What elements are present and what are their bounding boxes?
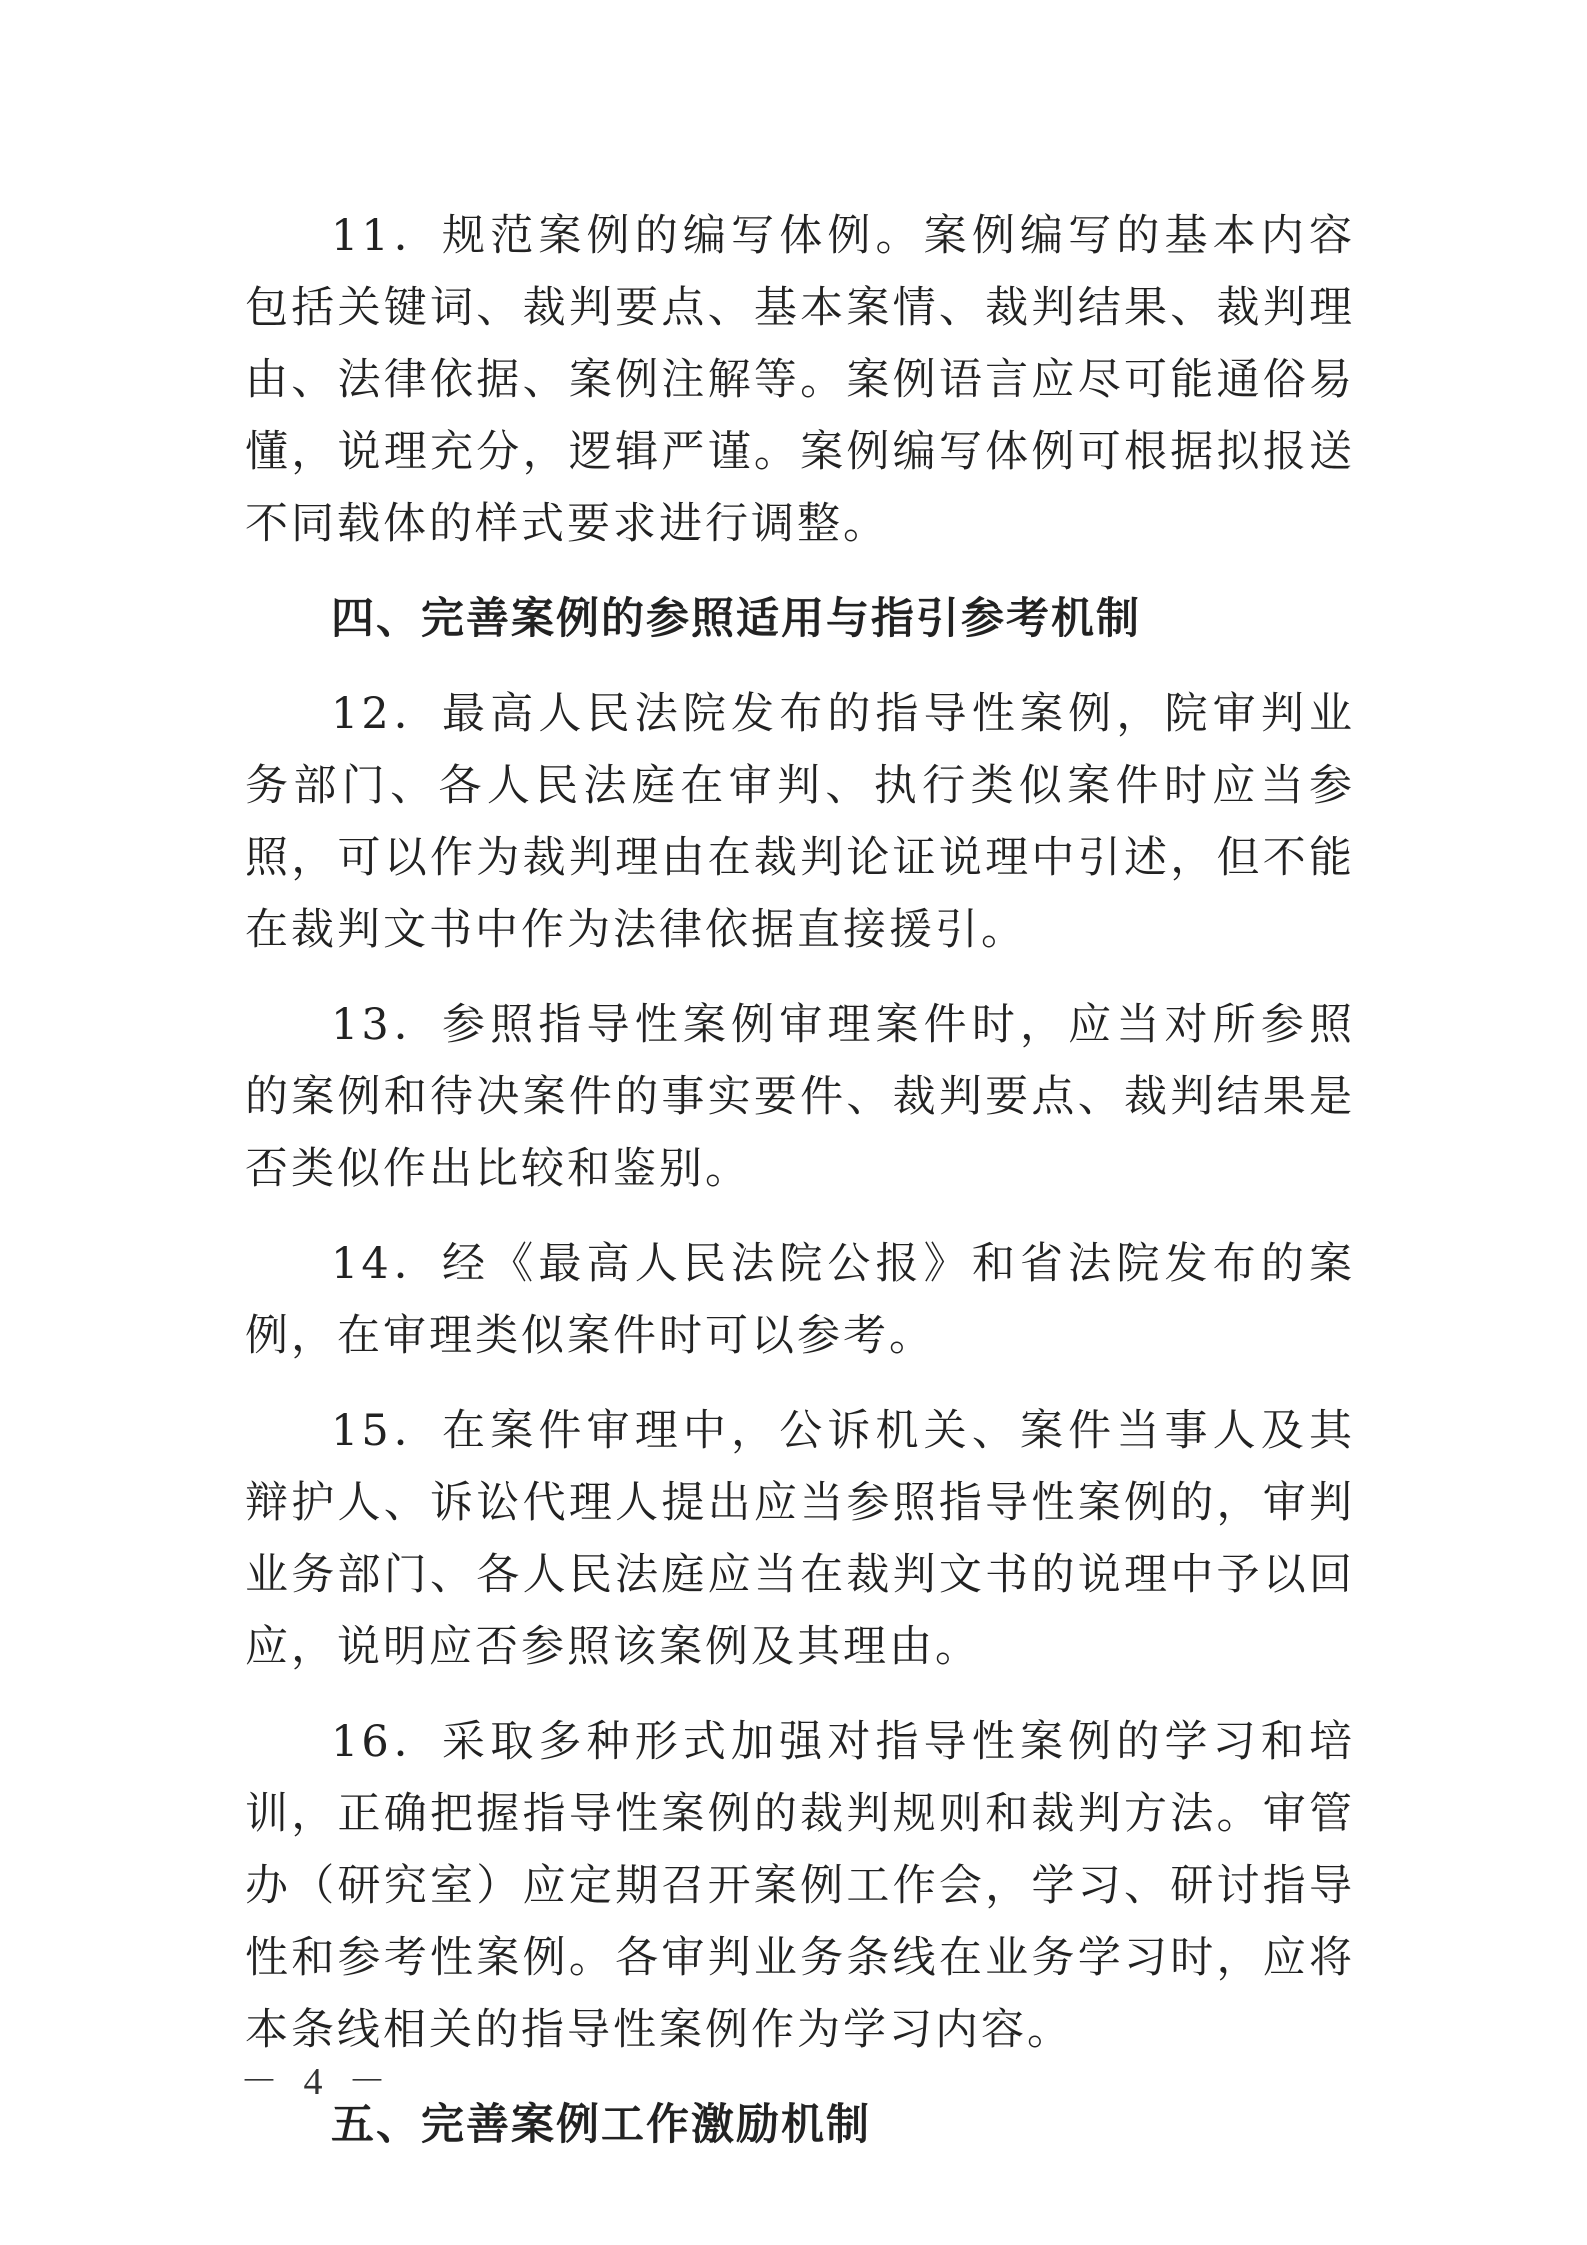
section-heading-4: 四、完善案例的参照适用与指引参考机制 [331, 594, 1141, 644]
document-body [245, 200, 1355, 2184]
paragraph-12: 12．最高人民法院发布的指导性案例，院审判业务部门、各人民法庭在审判、执行类似案件时应当参照，可以作为裁判理由在裁判论证说理中引述，但不能在裁判文书中作为法律依据直接援引。 [245, 689, 1355, 955]
paragraph-15: 15．在案件审理中，公诉机关、案件当事人及其辩护人、诉讼代理人提出应当参照指导性案例的，审判业务部门、各人民法庭应当在裁判文书的说理中予以回应，说明应否参照该案例及其理由。 [245, 1406, 1355, 1672]
paragraph-14: 14．经《最高人民法院公报》和省法院发布的案例，在审理类似案件时可以参考。 [245, 1239, 1355, 1361]
paragraph-11: 11．规范案例的编写体例。案例编写的基本内容包括关键词、裁判要点、基本案情、裁判结果、裁判理由、法律依据、案例注解等。案例语言应尽可能通俗易懂，说理充分，逻辑严谨。案例编写体例可根据拟报送不同载体的样式要求进行调整。 [245, 211, 1355, 549]
page-number: － 4 － [240, 2061, 395, 2103]
paragraph-13: 13．参照指导性案例审理案件时，应当对所参照的案例和待决案件的事实要件、裁判要点、裁判结果是否类似作出比较和鉴别。 [245, 1000, 1355, 1194]
section-heading-5: 五、完善案例工作激励机制 [331, 2100, 871, 2150]
paragraph-16: 16．采取多种形式加强对指导性案例的学习和培训，正确把握指导性案例的裁判规则和裁判方法。审管办（研究室）应定期召开案例工作会，学习、研讨指导性和参考性案例。各审判业务条线在业务学习时，应将本条线相关的指导性案例作为学习内容。 [245, 1717, 1355, 2055]
